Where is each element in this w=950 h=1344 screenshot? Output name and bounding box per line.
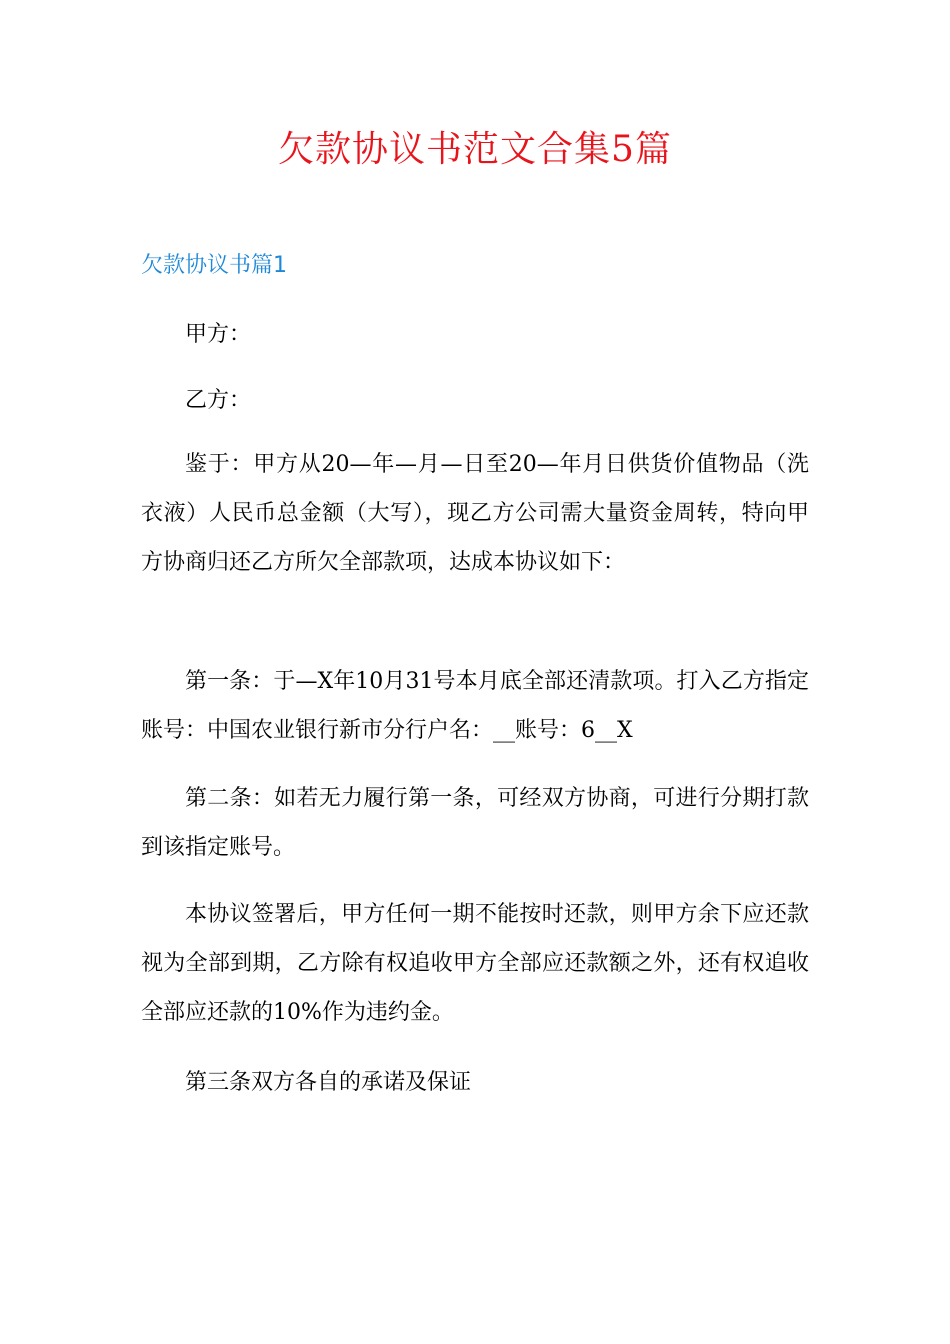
document-title: 欠款协议书范文合集5篇 [278, 129, 672, 170]
section-heading: 欠款协议书篇1 [141, 253, 287, 278]
paragraph-penalty: 本协议签署后，甲方任何一期不能按时还款，则甲方余下应还款视为全部到期，乙方除有权追收甲方全部应还款额之外，还有权追收全部应还款的10%作为违约金。 [141, 902, 809, 1025]
paragraph-article-1: 第一条：于—X年10月31号本月底全部还清款项。打入乙方指定账号：中国农业银行新市分行户名：__账号：6__X [141, 669, 809, 743]
paragraph-article-2: 第二条：如若无力履行第一条，可经双方协商，可进行分期打款到该指定账号。 [141, 786, 809, 860]
paragraph-party-a: 甲方： [185, 322, 252, 347]
paragraph-article-3: 第三条双方各自的承诺及保证 [185, 1070, 472, 1095]
paragraph-whereas: 鉴于：甲方从20—年—月—日至20—年月日供货价值物品（洗衣液）人民币总金额（大写），现乙方公司需大量资金周转，特向甲方协商归还乙方所欠全部款项，达成本协议如下： [141, 452, 809, 575]
paragraph-party-b: 乙方： [185, 388, 252, 413]
